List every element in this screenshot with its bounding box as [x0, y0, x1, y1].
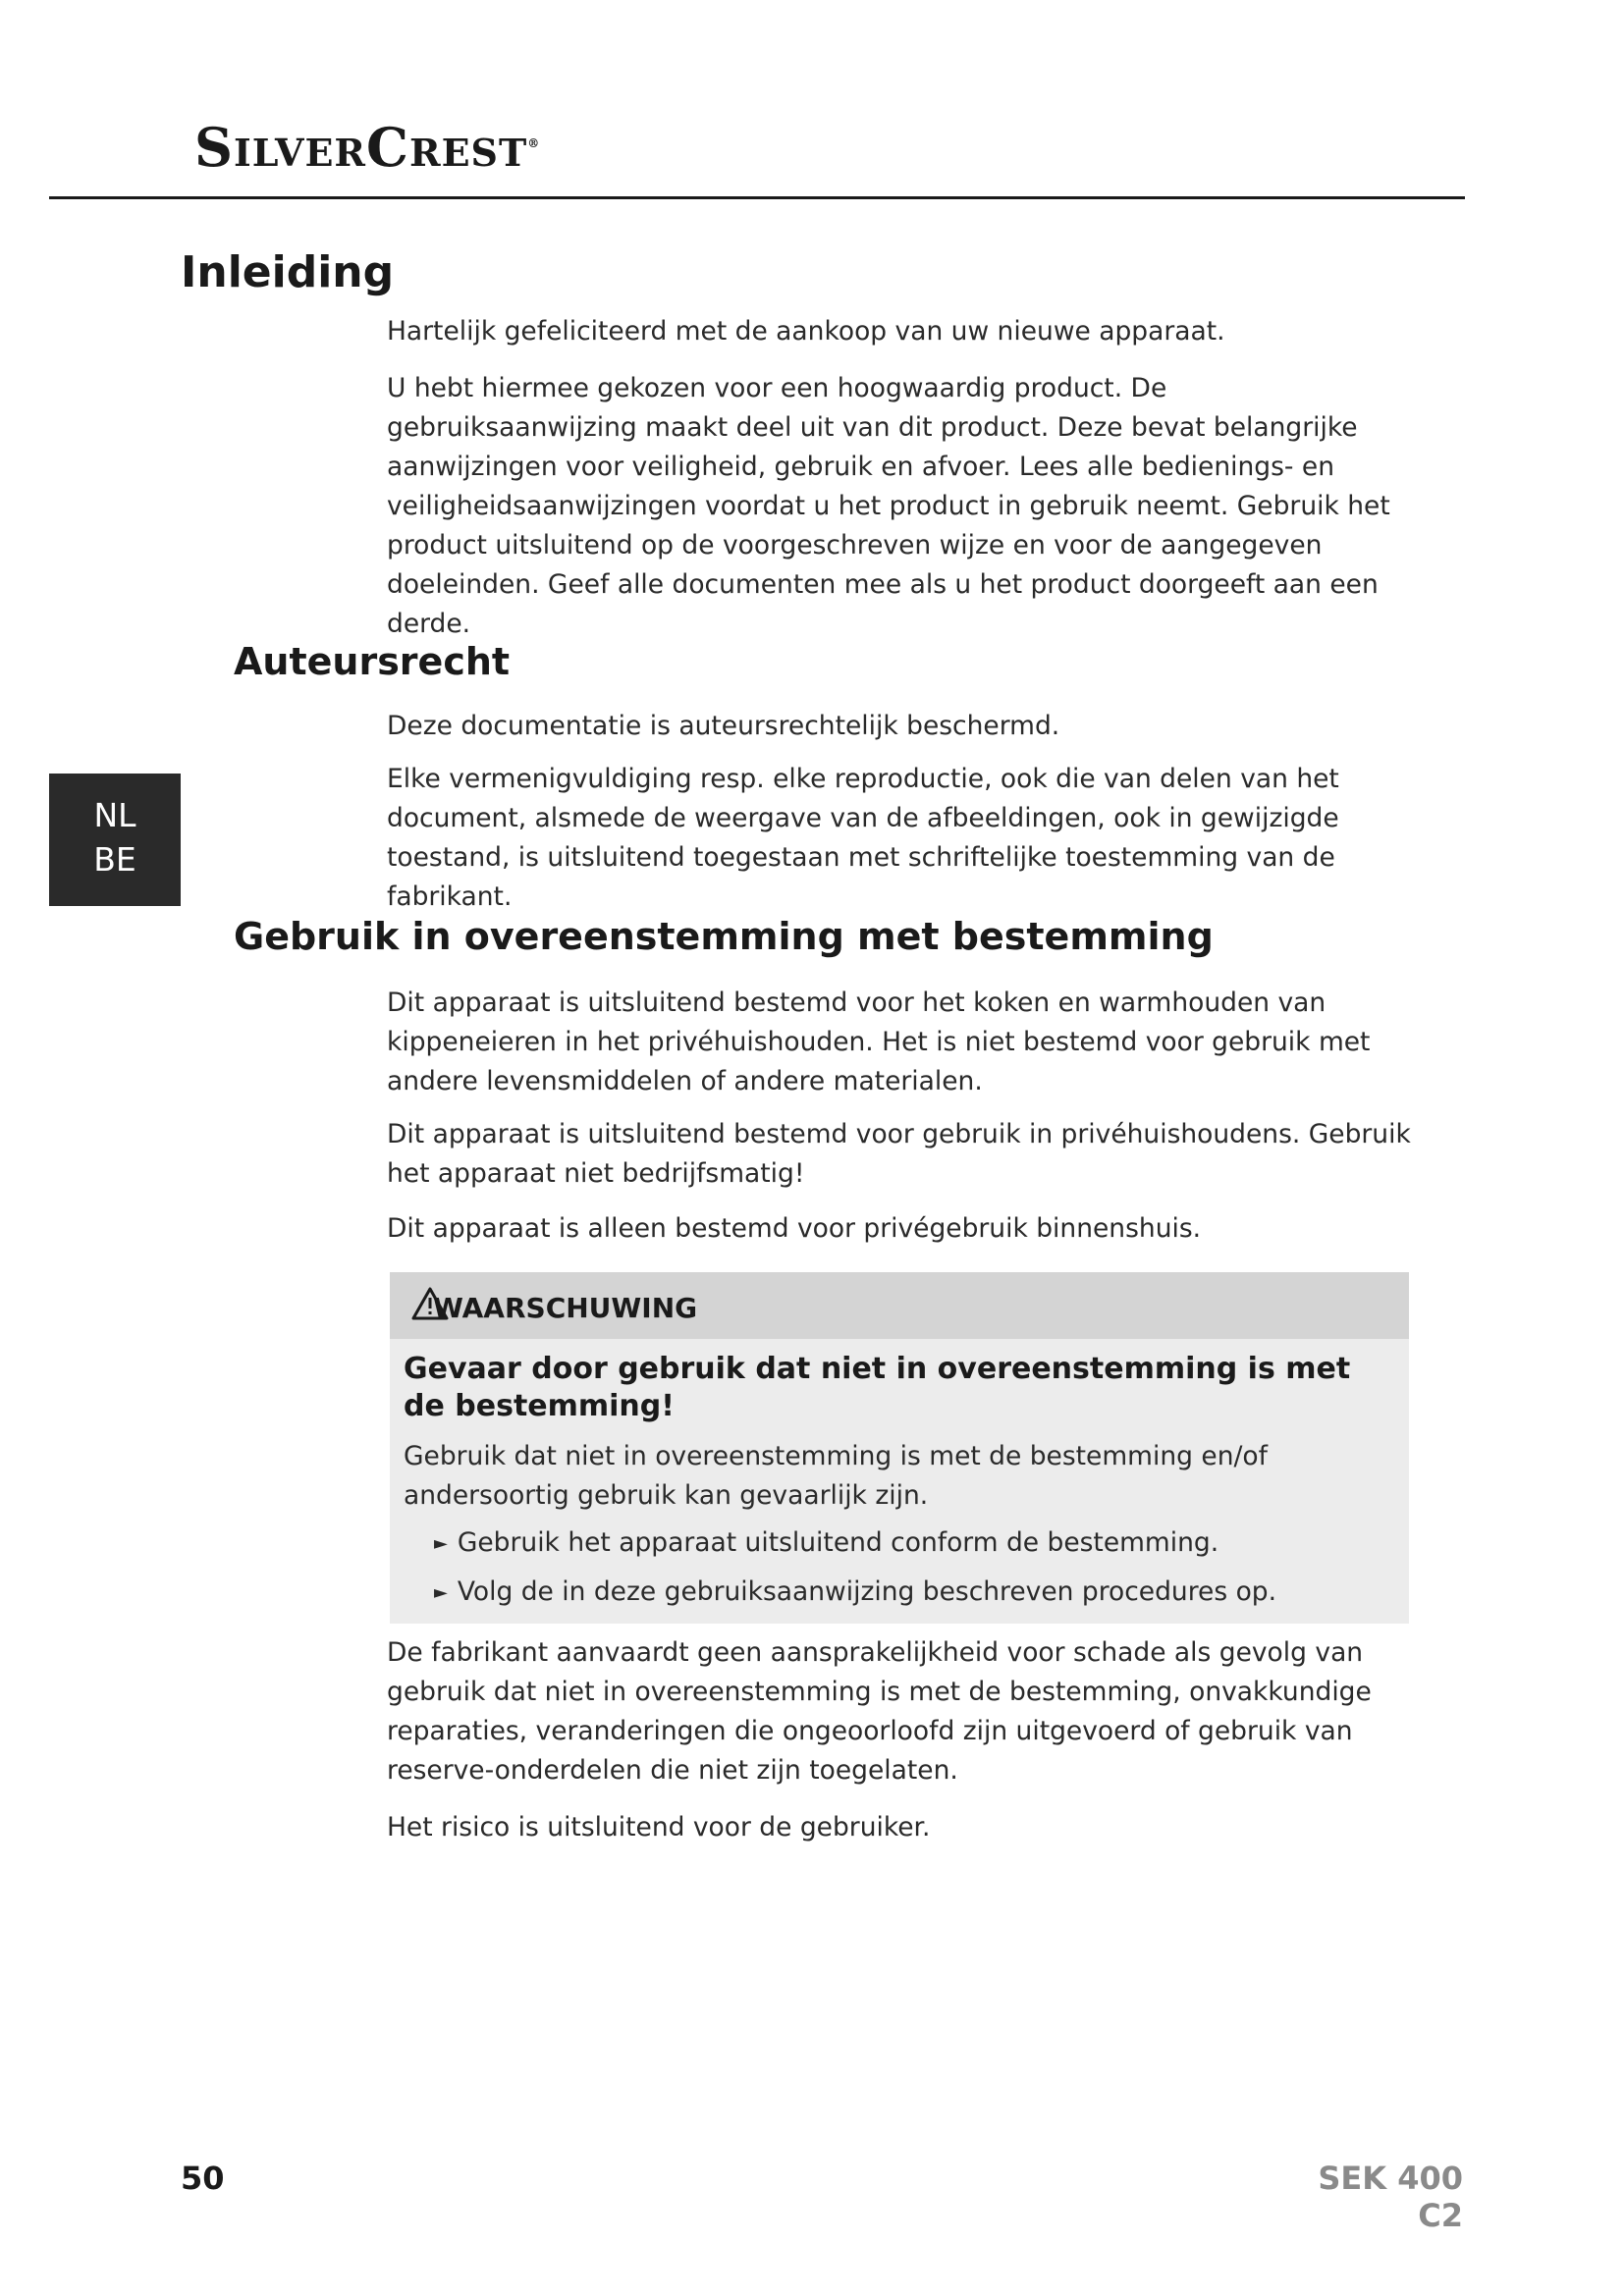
bullet-arrow-icon: ► — [434, 1533, 448, 1554]
warning-bullet-text: Volg de in deze gebruiksaanwijzing beschreven procedures op. — [457, 1576, 1277, 1607]
warning-header — [390, 1272, 1409, 1339]
section-title-intended-use: Gebruik in overeenstemming met bestemming — [234, 915, 1214, 958]
intended-use-paragraph-2: Dit apparaat is uitsluitend bestemd voor gebruik in privéhuishoudens. Gebruik het apparaat niet bedrijfsmatig! — [387, 1119, 1411, 1189]
warning-box — [390, 1272, 1409, 1624]
intro-paragraph-1: Hartelijk gefeliciteerd met de aankoop van uw nieuwe apparaat. — [387, 316, 1225, 347]
warning-bullet — [434, 1523, 1218, 1564]
intro-paragraph-2: U hebt hiermee gekozen voor een hoogwaardig product. De gebruiksaanwijzing maakt deel uit van dit product. Deze bevat belangrijke aanwijzingen voor veiligheid, gebruik en afvoer. Lees alle bedienings- en veiligheidsaanwijzingen voordat u het product in gebruik neemt. Gebruik het product uitsluitend op de voorgeschreven wijze en voor de aangegeven doeleinden. Geef alle documenten mee als u het product doorgeeft aan een derde. — [387, 373, 1390, 639]
registered-mark: ® — [527, 136, 541, 150]
copyright-paragraph-2: Elke vermenigvuldiging resp. elke reproductie, ook die van delen van het document, alsmede de weergave van de afbeeldingen, ook in gewijzigde toestand, is uitsluitend toegestaan met schriftelijke toestemming van de fabrikant. — [387, 764, 1339, 912]
language-code-be: BE — [93, 840, 136, 879]
brand-name: SilverCrest — [194, 116, 528, 179]
bullet-arrow-icon: ► — [434, 1582, 448, 1603]
warning-subtitle: Gevaar door gebruik dat niet in overeenstemming is met de bestemming! — [404, 1352, 1351, 1423]
warning-bullet — [434, 1573, 1276, 1613]
warning-text: Gebruik dat niet in overeenstemming is met de bestemming en/of andersoortig gebruik kan gevaarlijk zijn. — [404, 1441, 1268, 1511]
intended-use-paragraph-3: Dit apparaat is alleen bestemd voor privégebruik binnenshuis. — [387, 1213, 1202, 1244]
page-number: 50 — [181, 2160, 225, 2197]
header-rule — [49, 196, 1465, 199]
copyright-paragraph-1: Deze documentatie is auteursrechtelijk beschermd. — [387, 711, 1060, 741]
intended-use-paragraph-5: Het risico is uitsluitend voor de gebruiker. — [387, 1812, 931, 1842]
intended-use-paragraph-4: De fabrikant aanvaardt geen aansprakelijkheid voor schade als gevolg van gebruik dat niet in overeenstemming is met de bestemming, onvakkundige reparaties, veranderingen die ongeoorloofd zijn uitgevoerd of gebruik van reserve-onderdelen die niet zijn toegelaten. — [387, 1637, 1372, 1786]
warning-label: WAARSCHUWING — [433, 1292, 698, 1324]
model-number: SEK 400 C2 — [1318, 2160, 1463, 2234]
brand-logo — [194, 116, 540, 179]
intended-use-paragraph-1: Dit apparaat is uitsluitend bestemd voor het koken en warmhouden van kippeneieren in het privéhuishouden. Het is niet bestemd voor gebruik met andere levensmiddelen of andere materialen. — [387, 988, 1371, 1096]
warning-bullet-text: Gebruik het apparaat uitsluitend conform de bestemming. — [457, 1527, 1219, 1558]
section-title-intro: Inleiding — [181, 247, 395, 297]
language-code-nl: NL — [93, 796, 136, 834]
section-title-copyright: Auteursrecht — [234, 640, 511, 683]
language-tab — [49, 774, 181, 906]
